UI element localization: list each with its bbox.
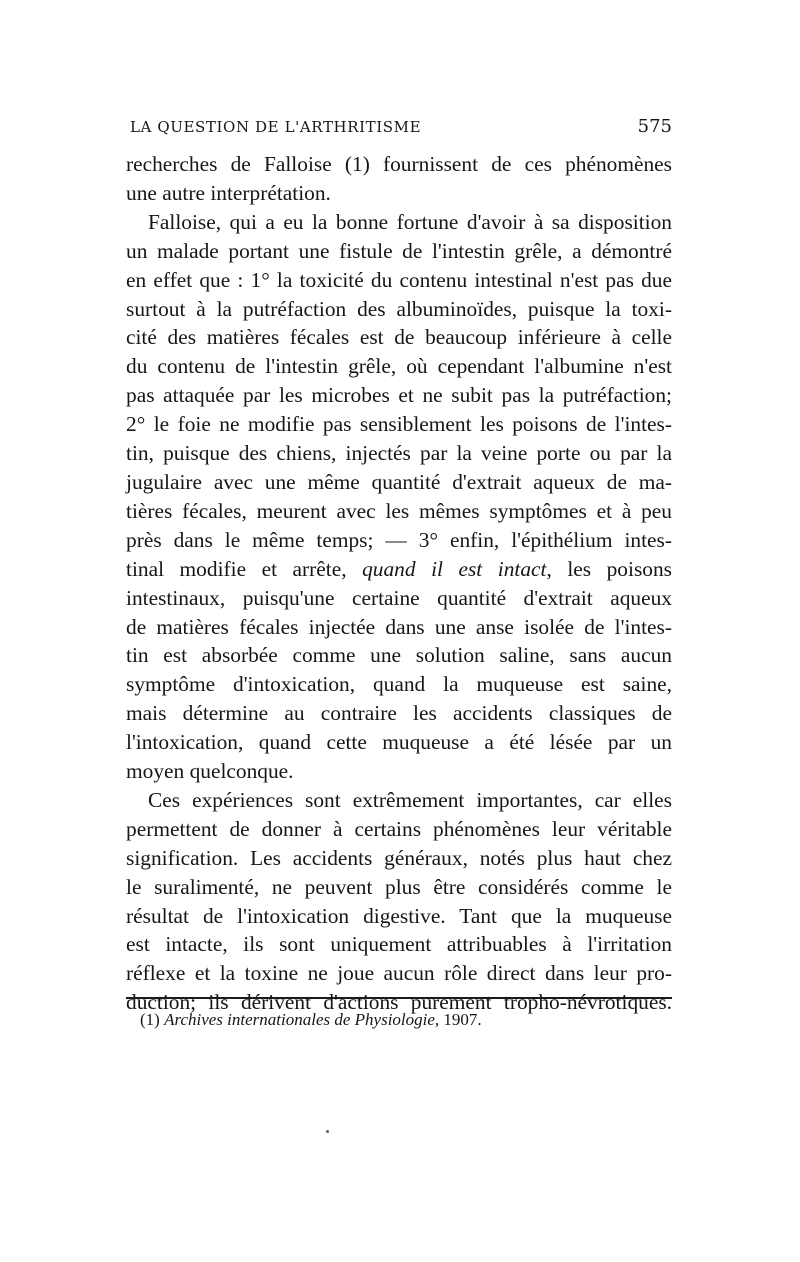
text-line [126, 555, 672, 584]
body-text [126, 150, 672, 1017]
text-line: Ces expériences sont extrêmement importantes, car elles [148, 787, 672, 812]
text-line: du contenu de l'intestin grêle, où cependant l'albumine n'est [126, 354, 672, 379]
footnote [140, 1010, 482, 1030]
footnote-number: (1) [140, 1010, 160, 1029]
text-line: en effet que : 1° la toxicité du contenu intestinal n'est pas due [126, 267, 672, 292]
text-line: jugulaire avec une même quantité d'extrait aqueux de ma- [126, 469, 672, 494]
text-line: mais détermine au contraire les accidents classiques de [126, 701, 672, 726]
text-line: symptôme d'intoxication, quand la muqueuse est saine, [126, 672, 672, 697]
footnote-year: , 1907. [434, 1010, 482, 1029]
running-header [130, 116, 672, 137]
text-line: 2° le foie ne modifie pas sensiblement les poisons de l'intes- [126, 412, 672, 437]
text-line: permettent de donner à certains phénomènes leur véritable [126, 816, 672, 841]
emphasis-text: quand il est intact [362, 556, 547, 581]
footnote-journal: Archives internationales de Physiologie [164, 1010, 435, 1029]
text-line: le suralimenté, ne peuvent plus être considérés comme le [126, 874, 672, 899]
text-line: est intacte, ils sont uniquement attribuables à l'irritation [126, 932, 672, 957]
text-segment: , les poisons [546, 556, 672, 581]
print-speck [326, 1130, 329, 1133]
text-line: un malade portant une fistule de l'intestin grêle, a démontré [126, 238, 672, 263]
text-line: une autre interprétation. [126, 180, 331, 205]
header-title: LA QUESTION DE L'ARTHRITISME [130, 118, 422, 136]
text-line: tin est absorbée comme une solution saline, sans aucun [126, 643, 672, 668]
text-line: pas attaquée par les microbes et ne subit pas la putréfaction; [126, 383, 672, 408]
text-line: intestinaux, puisqu'une certaine quantité d'extrait aqueux [126, 585, 672, 610]
text-line: l'intoxication, quand cette muqueuse a été lésée par un [126, 730, 672, 755]
text-line: cité des matières fécales est de beaucoup inférieure à celle [126, 325, 672, 350]
text-line: recherches de Falloise (1) fournissent de ces phénomènes [126, 152, 672, 176]
text-line: tin, puisque des chiens, injectés par la veine porte ou par la [126, 441, 672, 466]
text-line: Falloise, qui a eu la bonne fortune d'avoir à sa disposition [148, 209, 672, 234]
text-line: tières fécales, meurent avec les mêmes symptômes et à peu [126, 498, 672, 523]
text-line: résultat de l'intoxication digestive. Tant que la muqueuse [126, 903, 672, 928]
page-number: 575 [637, 116, 672, 137]
text-line: surtout à la putréfaction des albuminoïdes, puisque la toxi- [126, 296, 672, 321]
text-segment: tinal modifie et arrête, [126, 556, 363, 581]
text-line: signification. Les accidents généraux, notés plus haut chez [126, 845, 672, 870]
text-line: moyen quelconque. [126, 759, 294, 784]
text-line: près dans le même temps; — 3° enfin, l'épithélium intes- [126, 527, 672, 552]
text-line: réflexe et la toxine ne joue aucun rôle direct dans leur pro- [126, 961, 672, 986]
text-line: duction; ils dérivent d'actions purement tropho-névrotiques. [126, 990, 672, 1015]
text-line: de matières fécales injectée dans une anse isolée de l'intes- [126, 614, 672, 639]
footnote-rule [126, 997, 672, 999]
